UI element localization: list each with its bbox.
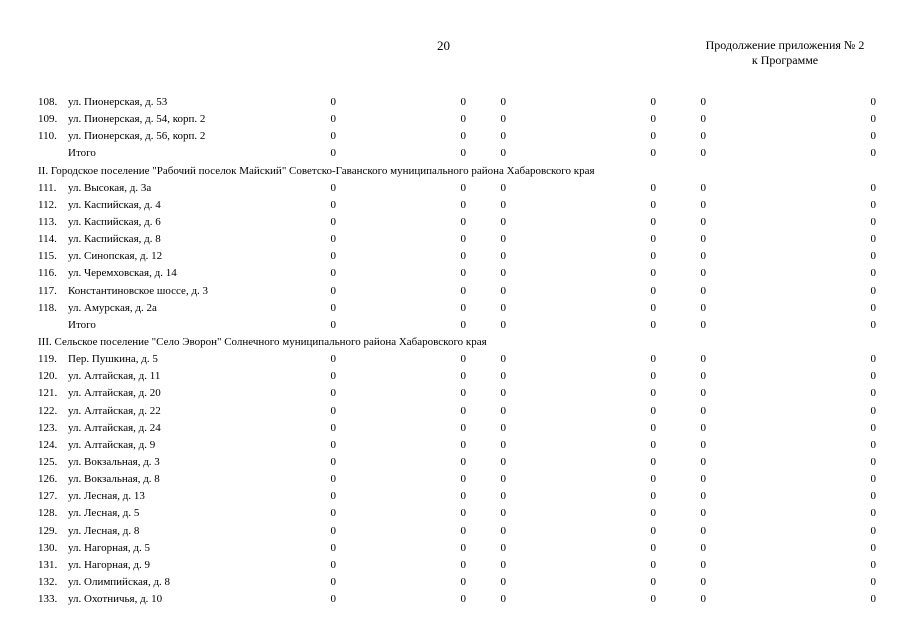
row-address: Итого bbox=[68, 147, 96, 160]
table-row bbox=[0, 233, 905, 250]
table-row bbox=[0, 353, 905, 370]
row-value-col-6: 0 bbox=[870, 147, 876, 160]
row-value-col-6: 0 bbox=[870, 250, 876, 263]
row-value-col-1: 0 bbox=[330, 575, 336, 588]
row-value-col-2: 0 bbox=[460, 473, 466, 486]
row-value-col-5: 0 bbox=[700, 404, 706, 417]
row-value-col-5: 0 bbox=[700, 575, 706, 588]
table-row bbox=[0, 216, 905, 233]
row-value-col-5: 0 bbox=[700, 284, 706, 297]
row-address: ул. Алтайская, д. 11 bbox=[68, 370, 161, 383]
row-value-col-1: 0 bbox=[330, 181, 336, 194]
row-value-col-2: 0 bbox=[460, 353, 466, 366]
row-value-col-5: 0 bbox=[700, 387, 706, 400]
row-value-col-2: 0 bbox=[460, 455, 466, 468]
row-value-col-6: 0 bbox=[870, 370, 876, 383]
row-value-col-2: 0 bbox=[460, 198, 466, 211]
row-value-col-5: 0 bbox=[700, 215, 706, 228]
row-value-col-3: 0 bbox=[500, 181, 506, 194]
table-row bbox=[0, 370, 905, 387]
table-row bbox=[0, 422, 905, 439]
row-value-col-2: 0 bbox=[460, 284, 466, 297]
table-row bbox=[0, 525, 905, 542]
row-value-col-3: 0 bbox=[500, 147, 506, 160]
row-value-col-3: 0 bbox=[500, 113, 506, 126]
row-value-col-3: 0 bbox=[500, 455, 506, 468]
row-address: ул. Охотничья, д. 10 bbox=[68, 593, 163, 606]
row-address: ул. Высокая, д. 3а bbox=[68, 181, 152, 194]
row-address: ул. Нагорная, д. 5 bbox=[68, 541, 150, 554]
row-value-col-1: 0 bbox=[330, 541, 336, 554]
row-value-col-1: 0 bbox=[330, 507, 336, 520]
row-value-col-6: 0 bbox=[870, 181, 876, 194]
table-row bbox=[0, 250, 905, 267]
row-value-col-1: 0 bbox=[330, 490, 336, 503]
row-value-col-2: 0 bbox=[460, 438, 466, 451]
row-value-col-1: 0 bbox=[330, 353, 336, 366]
row-address: Итого bbox=[68, 318, 96, 331]
row-value-col-6: 0 bbox=[870, 421, 876, 434]
row-value-col-5: 0 bbox=[700, 421, 706, 434]
row-value-col-1: 0 bbox=[330, 250, 336, 263]
row-value-col-6: 0 bbox=[870, 215, 876, 228]
row-number: 116. bbox=[38, 267, 57, 280]
row-value-col-2: 0 bbox=[460, 96, 466, 108]
row-value-col-2: 0 bbox=[460, 130, 466, 143]
row-value-col-1: 0 bbox=[330, 233, 336, 246]
row-value-col-2: 0 bbox=[460, 113, 466, 126]
row-address: ул. Каспийская, д. 8 bbox=[68, 233, 161, 246]
row-address: ул. Амурская, д. 2а bbox=[68, 301, 157, 314]
row-value-col-3: 0 bbox=[500, 301, 506, 314]
row-value-col-6: 0 bbox=[870, 318, 876, 331]
row-value-col-5: 0 bbox=[700, 233, 706, 246]
table-row bbox=[0, 96, 905, 113]
row-address: ул. Алтайская, д. 20 bbox=[68, 387, 161, 400]
row-number: 109. bbox=[38, 113, 58, 126]
row-value-col-5: 0 bbox=[700, 593, 706, 606]
row-value-col-1: 0 bbox=[330, 301, 336, 314]
row-address: ул. Лесная, д. 5 bbox=[68, 507, 140, 520]
row-number: 133. bbox=[38, 593, 58, 606]
row-value-col-4: 0 bbox=[650, 507, 656, 520]
row-value-col-6: 0 bbox=[870, 593, 876, 606]
row-value-col-3: 0 bbox=[500, 507, 506, 520]
row-value-col-1: 0 bbox=[330, 284, 336, 297]
row-number: 120. bbox=[38, 370, 58, 383]
row-value-col-5: 0 bbox=[700, 353, 706, 366]
row-value-col-6: 0 bbox=[870, 524, 876, 537]
row-value-col-1: 0 bbox=[330, 130, 336, 143]
row-value-col-4: 0 bbox=[650, 370, 656, 383]
row-number: 123. bbox=[38, 421, 58, 434]
row-value-col-3: 0 bbox=[500, 558, 506, 571]
row-number: 112. bbox=[38, 198, 57, 211]
row-value-col-6: 0 bbox=[870, 130, 876, 143]
row-value-col-4: 0 bbox=[650, 130, 656, 143]
row-value-col-6: 0 bbox=[870, 490, 876, 503]
row-number: 131. bbox=[38, 558, 58, 571]
row-value-col-5: 0 bbox=[700, 455, 706, 468]
row-value-col-4: 0 bbox=[650, 575, 656, 588]
row-value-col-1: 0 bbox=[330, 267, 336, 280]
row-value-col-1: 0 bbox=[330, 198, 336, 211]
table-row bbox=[0, 130, 905, 147]
row-value-col-4: 0 bbox=[650, 558, 656, 571]
row-value-col-1: 0 bbox=[330, 113, 336, 126]
row-value-col-5: 0 bbox=[700, 473, 706, 486]
row-value-col-4: 0 bbox=[650, 181, 656, 194]
row-value-col-1: 0 bbox=[330, 96, 336, 108]
row-number: 113. bbox=[38, 215, 57, 228]
row-number: 118. bbox=[38, 301, 57, 314]
section-title: II. Городское поселение "Рабочий поселок Майский" Советско-Гаванского муниципального района Хабаровского края bbox=[38, 164, 595, 177]
section-title: III. Сельское поселение "Село Эворон" Солнечного муниципального района Хабаровского края bbox=[38, 335, 487, 348]
row-address: ул. Каспийская, д. 6 bbox=[68, 215, 161, 228]
row-number: 121. bbox=[38, 387, 58, 400]
row-number: 117. bbox=[38, 284, 57, 297]
row-value-col-3: 0 bbox=[500, 250, 506, 263]
row-number: 114. bbox=[38, 233, 57, 246]
row-address: Пер. Пушкина, д. 5 bbox=[68, 353, 158, 366]
row-value-col-6: 0 bbox=[870, 96, 876, 108]
row-number: 128. bbox=[38, 507, 58, 520]
row-value-col-1: 0 bbox=[330, 455, 336, 468]
row-address: ул. Вокзальная, д. 8 bbox=[68, 473, 160, 486]
row-value-col-1: 0 bbox=[330, 558, 336, 571]
row-address: ул. Каспийская, д. 4 bbox=[68, 198, 161, 211]
table-row bbox=[0, 405, 905, 422]
row-value-col-5: 0 bbox=[700, 370, 706, 383]
row-value-col-2: 0 bbox=[460, 558, 466, 571]
table-row bbox=[0, 319, 905, 336]
row-address: ул. Алтайская, д. 22 bbox=[68, 404, 161, 417]
row-number: 126. bbox=[38, 473, 58, 486]
row-address: ул. Лесная, д. 8 bbox=[68, 524, 140, 537]
row-number: 125. bbox=[38, 455, 58, 468]
row-value-col-3: 0 bbox=[500, 318, 506, 331]
table-row bbox=[0, 576, 905, 593]
row-value-col-3: 0 bbox=[500, 284, 506, 297]
row-number: 115. bbox=[38, 250, 57, 263]
row-value-col-5: 0 bbox=[700, 267, 706, 280]
row-value-col-4: 0 bbox=[650, 387, 656, 400]
data-table bbox=[0, 96, 905, 610]
row-value-col-6: 0 bbox=[870, 575, 876, 588]
row-value-col-3: 0 bbox=[500, 421, 506, 434]
row-number: 108. bbox=[38, 96, 58, 108]
row-value-col-4: 0 bbox=[650, 96, 656, 108]
row-number: 122. bbox=[38, 404, 58, 417]
table-row bbox=[0, 113, 905, 130]
row-value-col-4: 0 bbox=[650, 267, 656, 280]
row-value-col-3: 0 bbox=[500, 524, 506, 537]
row-address: ул. Пионерская, д. 56, корп. 2 bbox=[68, 130, 206, 143]
row-value-col-3: 0 bbox=[500, 438, 506, 451]
row-value-col-6: 0 bbox=[870, 455, 876, 468]
row-number: 110. bbox=[38, 130, 57, 143]
row-value-col-2: 0 bbox=[460, 524, 466, 537]
row-value-col-2: 0 bbox=[460, 250, 466, 263]
row-value-col-4: 0 bbox=[650, 438, 656, 451]
row-value-col-5: 0 bbox=[700, 507, 706, 520]
row-value-col-4: 0 bbox=[650, 318, 656, 331]
row-value-col-1: 0 bbox=[330, 473, 336, 486]
row-value-col-5: 0 bbox=[700, 113, 706, 126]
row-value-col-3: 0 bbox=[500, 541, 506, 554]
row-address: Константиновское шоссе, д. 3 bbox=[68, 284, 209, 297]
section-header-row bbox=[0, 165, 905, 182]
row-address: ул. Пионерская, д. 53 bbox=[68, 96, 168, 108]
row-address: ул. Алтайская, д. 24 bbox=[68, 421, 161, 434]
row-value-col-4: 0 bbox=[650, 113, 656, 126]
row-value-col-5: 0 bbox=[700, 96, 706, 108]
row-value-col-3: 0 bbox=[500, 215, 506, 228]
row-value-col-5: 0 bbox=[700, 250, 706, 263]
row-value-col-6: 0 bbox=[870, 558, 876, 571]
table-row bbox=[0, 473, 905, 490]
row-value-col-6: 0 bbox=[870, 387, 876, 400]
row-address: ул. Олимпийская, д. 8 bbox=[68, 575, 171, 588]
appendix-note-line1: Продолжение приложения № 2 bbox=[705, 38, 865, 52]
table-row bbox=[0, 559, 905, 576]
row-value-col-5: 0 bbox=[700, 301, 706, 314]
row-address: ул. Синопская, д. 12 bbox=[68, 250, 163, 263]
table-row bbox=[0, 507, 905, 524]
row-value-col-6: 0 bbox=[870, 438, 876, 451]
row-value-col-4: 0 bbox=[650, 198, 656, 211]
row-number: 132. bbox=[38, 575, 58, 588]
row-value-col-2: 0 bbox=[460, 215, 466, 228]
row-value-col-4: 0 bbox=[650, 455, 656, 468]
page-number: 20 bbox=[437, 38, 450, 53]
row-number: 119. bbox=[38, 353, 57, 366]
row-value-col-3: 0 bbox=[500, 130, 506, 143]
row-value-col-1: 0 bbox=[330, 318, 336, 331]
row-value-col-2: 0 bbox=[460, 421, 466, 434]
row-value-col-1: 0 bbox=[330, 147, 336, 160]
row-value-col-4: 0 bbox=[650, 541, 656, 554]
row-number: 111. bbox=[38, 181, 57, 194]
row-address: ул. Лесная, д. 13 bbox=[68, 490, 145, 503]
row-value-col-5: 0 bbox=[700, 130, 706, 143]
row-value-col-4: 0 bbox=[650, 284, 656, 297]
row-number: 127. bbox=[38, 490, 58, 503]
row-value-col-5: 0 bbox=[700, 558, 706, 571]
row-value-col-1: 0 bbox=[330, 421, 336, 434]
row-value-col-3: 0 bbox=[500, 490, 506, 503]
table-row bbox=[0, 456, 905, 473]
row-value-col-1: 0 bbox=[330, 438, 336, 451]
row-value-col-4: 0 bbox=[650, 250, 656, 263]
table-row bbox=[0, 439, 905, 456]
row-value-col-2: 0 bbox=[460, 301, 466, 314]
row-value-col-5: 0 bbox=[700, 318, 706, 331]
row-value-col-4: 0 bbox=[650, 524, 656, 537]
row-address: ул. Пионерская, д. 54, корп. 2 bbox=[68, 113, 206, 126]
row-value-col-2: 0 bbox=[460, 507, 466, 520]
row-value-col-3: 0 bbox=[500, 353, 506, 366]
row-value-col-3: 0 bbox=[500, 593, 506, 606]
row-number: 129. bbox=[38, 524, 58, 537]
row-address: ул. Алтайская, д. 9 bbox=[68, 438, 156, 451]
table-row bbox=[0, 285, 905, 302]
row-value-col-2: 0 bbox=[460, 181, 466, 194]
row-number: 130. bbox=[38, 541, 58, 554]
row-value-col-6: 0 bbox=[870, 233, 876, 246]
row-value-col-6: 0 bbox=[870, 198, 876, 211]
row-value-col-4: 0 bbox=[650, 301, 656, 314]
row-value-col-5: 0 bbox=[700, 524, 706, 537]
appendix-note bbox=[690, 38, 880, 68]
row-value-col-6: 0 bbox=[870, 404, 876, 417]
row-value-col-1: 0 bbox=[330, 404, 336, 417]
row-value-col-1: 0 bbox=[330, 593, 336, 606]
row-value-col-2: 0 bbox=[460, 490, 466, 503]
row-address: ул. Вокзальная, д. 3 bbox=[68, 455, 160, 468]
table-row bbox=[0, 147, 905, 164]
table-row bbox=[0, 593, 905, 610]
table-row bbox=[0, 490, 905, 507]
appendix-note-line2: к Программе bbox=[751, 53, 819, 67]
table-row bbox=[0, 542, 905, 559]
row-value-col-2: 0 bbox=[460, 541, 466, 554]
row-value-col-3: 0 bbox=[500, 387, 506, 400]
row-value-col-6: 0 bbox=[870, 473, 876, 486]
row-value-col-1: 0 bbox=[330, 524, 336, 537]
row-value-col-5: 0 bbox=[700, 181, 706, 194]
row-value-col-5: 0 bbox=[700, 490, 706, 503]
row-value-col-2: 0 bbox=[460, 404, 466, 417]
row-value-col-6: 0 bbox=[870, 113, 876, 126]
row-value-col-3: 0 bbox=[500, 198, 506, 211]
row-value-col-3: 0 bbox=[500, 473, 506, 486]
row-value-col-5: 0 bbox=[700, 541, 706, 554]
row-value-col-4: 0 bbox=[650, 473, 656, 486]
row-value-col-4: 0 bbox=[650, 147, 656, 160]
row-value-col-6: 0 bbox=[870, 267, 876, 280]
row-value-col-5: 0 bbox=[700, 147, 706, 160]
row-address: ул. Нагорная, д. 9 bbox=[68, 558, 150, 571]
row-value-col-3: 0 bbox=[500, 96, 506, 108]
row-number: 124. bbox=[38, 438, 58, 451]
row-value-col-4: 0 bbox=[650, 233, 656, 246]
row-value-col-2: 0 bbox=[460, 370, 466, 383]
row-value-col-3: 0 bbox=[500, 575, 506, 588]
row-value-col-4: 0 bbox=[650, 593, 656, 606]
row-value-col-3: 0 bbox=[500, 370, 506, 383]
row-value-col-4: 0 bbox=[650, 421, 656, 434]
section-header-row bbox=[0, 336, 905, 353]
row-value-col-5: 0 bbox=[700, 438, 706, 451]
row-value-col-4: 0 bbox=[650, 404, 656, 417]
row-value-col-6: 0 bbox=[870, 301, 876, 314]
row-value-col-2: 0 bbox=[460, 147, 466, 160]
row-value-col-1: 0 bbox=[330, 215, 336, 228]
table-row bbox=[0, 199, 905, 216]
row-value-col-6: 0 bbox=[870, 507, 876, 520]
row-value-col-1: 0 bbox=[330, 387, 336, 400]
row-value-col-6: 0 bbox=[870, 353, 876, 366]
row-value-col-1: 0 bbox=[330, 370, 336, 383]
row-value-col-2: 0 bbox=[460, 593, 466, 606]
row-value-col-4: 0 bbox=[650, 490, 656, 503]
row-value-col-2: 0 bbox=[460, 233, 466, 246]
row-address: ул. Черемховская, д. 14 bbox=[68, 267, 177, 280]
table-row bbox=[0, 387, 905, 404]
table-row bbox=[0, 267, 905, 284]
row-value-col-2: 0 bbox=[460, 267, 466, 280]
table-row bbox=[0, 182, 905, 199]
row-value-col-6: 0 bbox=[870, 541, 876, 554]
row-value-col-3: 0 bbox=[500, 404, 506, 417]
row-value-col-6: 0 bbox=[870, 284, 876, 297]
row-value-col-2: 0 bbox=[460, 387, 466, 400]
row-value-col-4: 0 bbox=[650, 353, 656, 366]
row-value-col-3: 0 bbox=[500, 233, 506, 246]
row-value-col-2: 0 bbox=[460, 575, 466, 588]
row-value-col-3: 0 bbox=[500, 267, 506, 280]
table-row bbox=[0, 302, 905, 319]
row-value-col-4: 0 bbox=[650, 215, 656, 228]
row-value-col-2: 0 bbox=[460, 318, 466, 331]
row-value-col-5: 0 bbox=[700, 198, 706, 211]
